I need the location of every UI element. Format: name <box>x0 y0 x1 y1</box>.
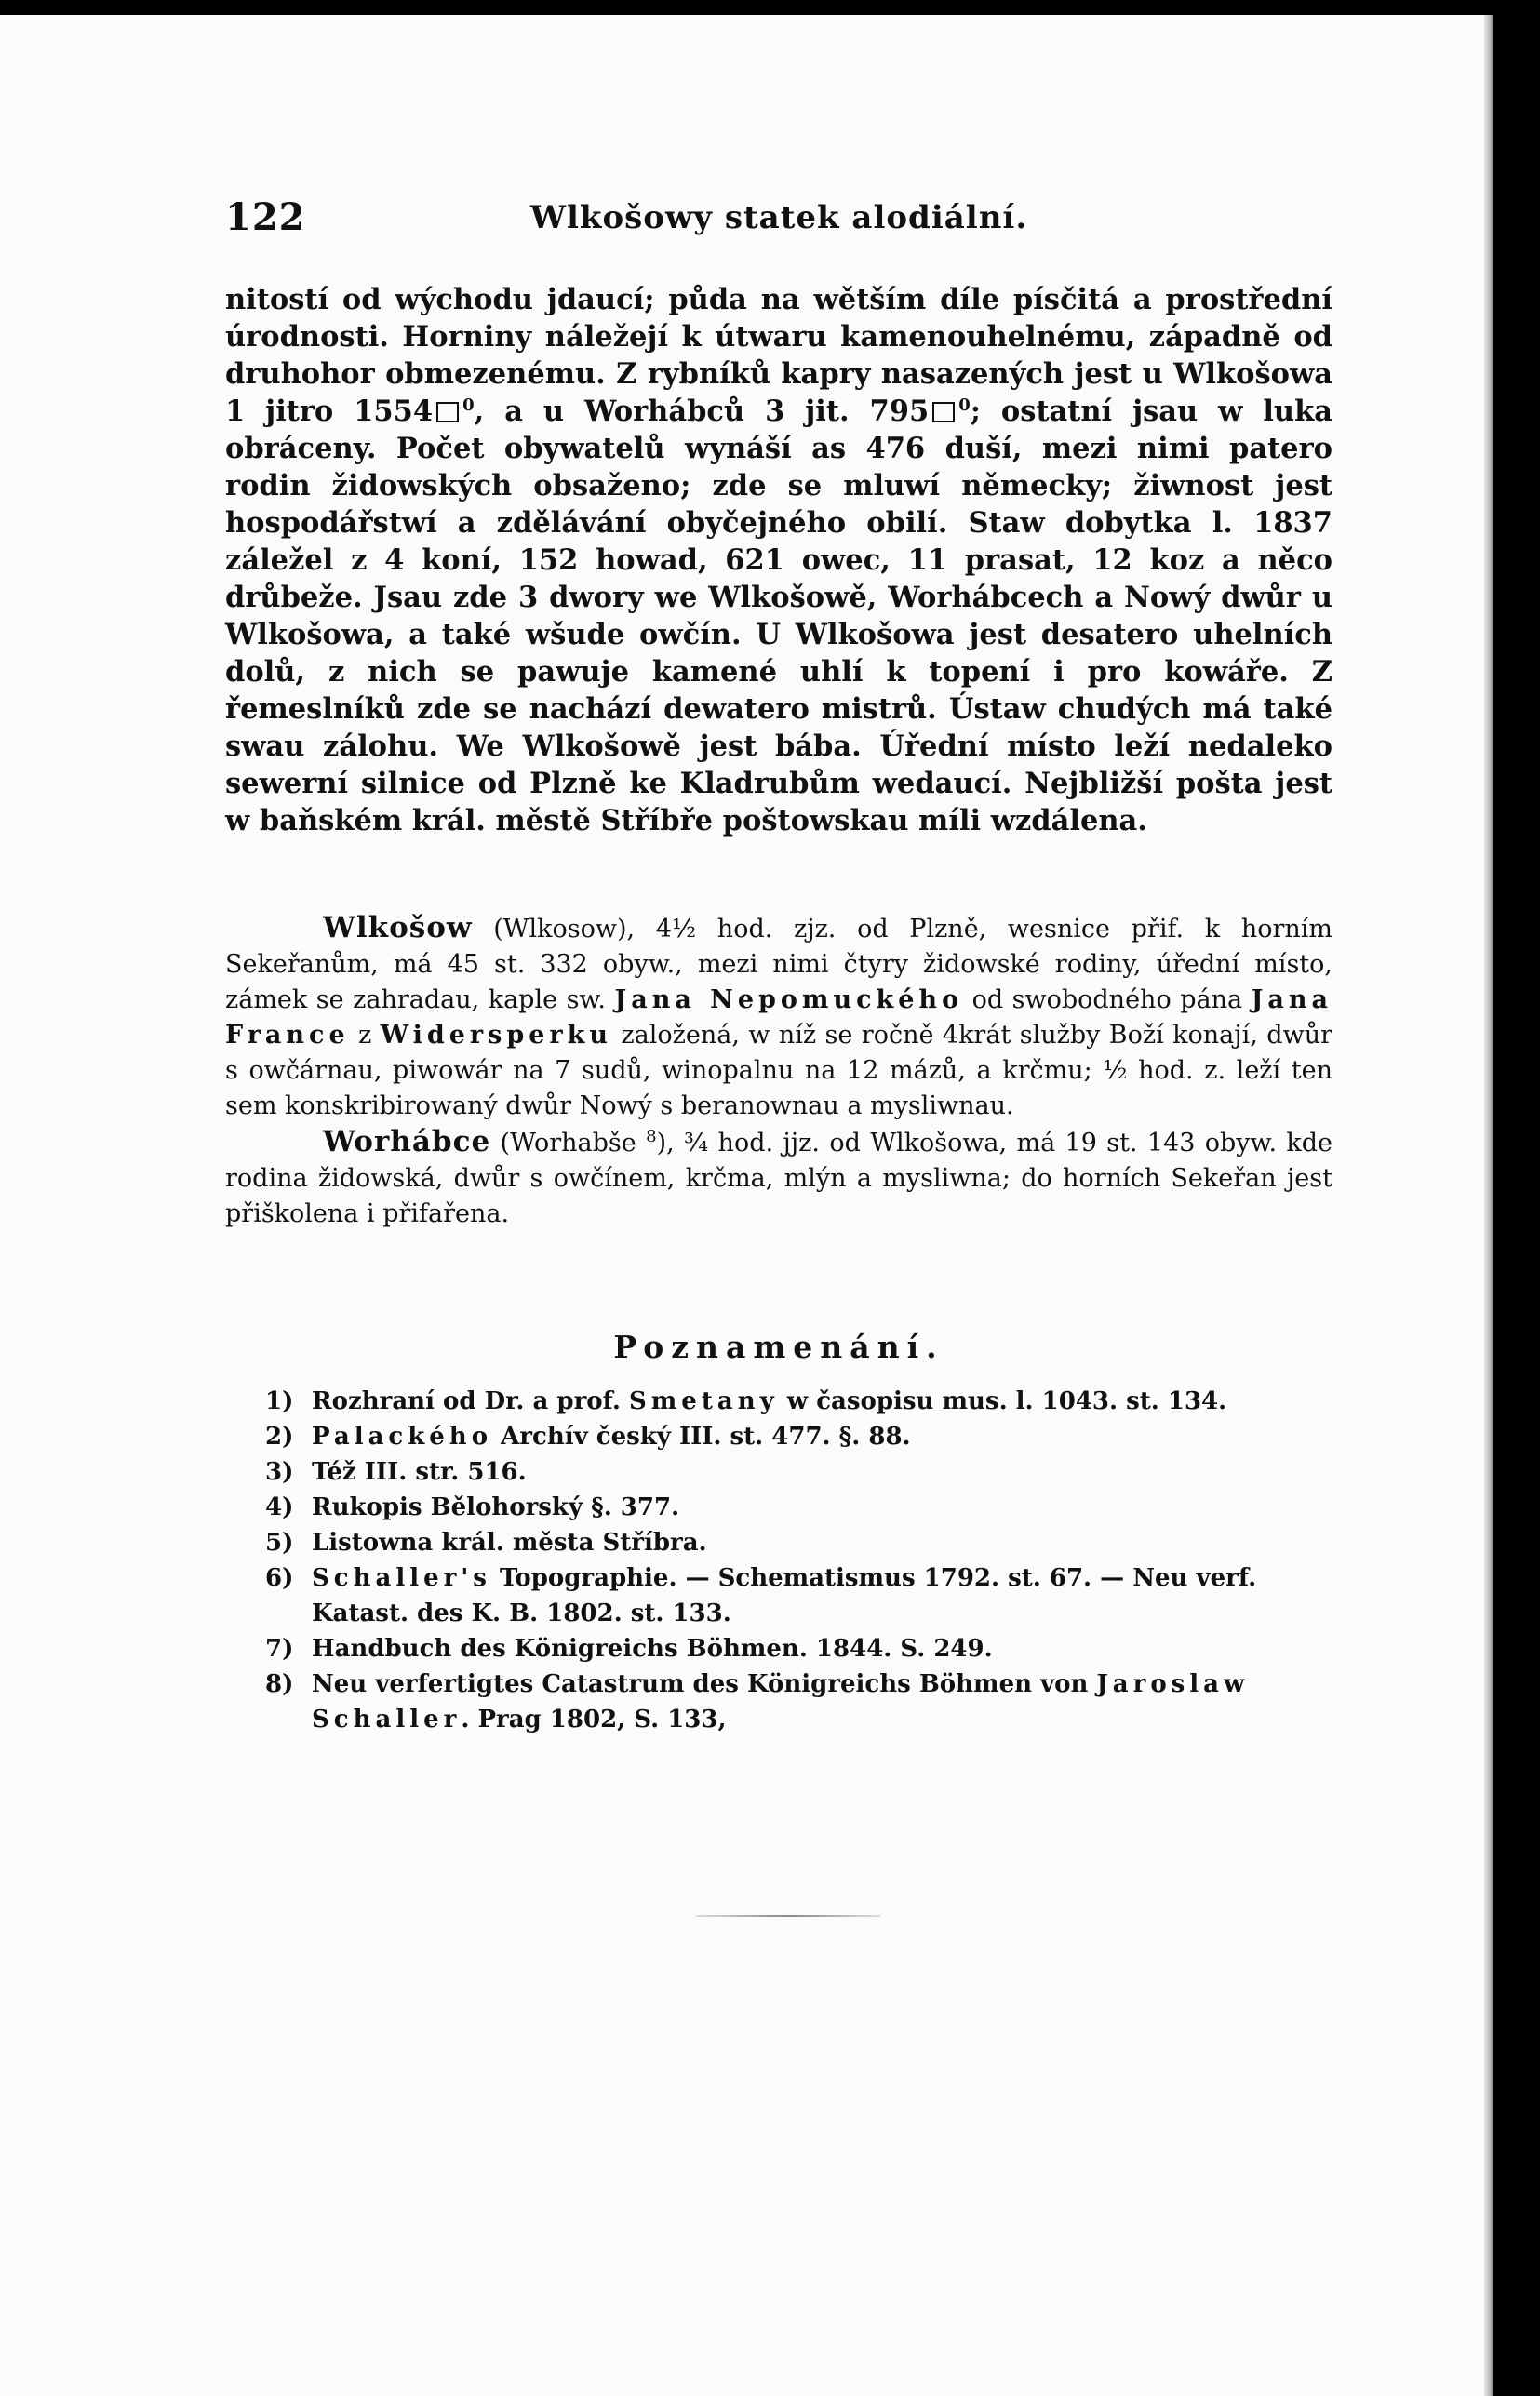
note-segment: Topographie. — Schematismus 1792. st. 67. — Neu verf. Katast. des K. B. 1802. st. 133. <box>312 1564 1257 1627</box>
note-number: 8) <box>265 1670 294 1698</box>
notes-heading: Poznamenání. <box>613 1329 944 1365</box>
note-item <box>265 1490 1335 1525</box>
note-segment: Rukopis Bělohorský §. 377. <box>312 1493 680 1521</box>
degree-mark-1: 0 <box>462 395 475 415</box>
page-edge-shadow <box>1484 15 1493 2396</box>
note-item <box>265 1666 1335 1737</box>
note-segment: Neu verfertigtes Catastrum des Königreichs Böhmen von <box>312 1670 1097 1698</box>
entry-title: Worhábce <box>323 1125 491 1158</box>
village-entries <box>225 910 1332 1232</box>
note-text <box>312 1560 1335 1631</box>
page-header <box>225 195 1332 251</box>
note-text <box>312 1525 1335 1560</box>
note-number: 7) <box>265 1635 294 1663</box>
running-title: Wlkošowy statek alodiální. <box>529 199 1028 236</box>
spaced-name: Jana France <box>225 985 1332 1050</box>
entry-text: (Worhabše <box>490 1129 647 1158</box>
main-paragraph-part-1: nitostí od wýchodu jdaucí; půda na wětším díle písčitá a prostřední úrodnosti. Horniny náležejí k útwaru kamenouhelnému, západně od druhohor obmezenému. Z rybníků kapry nasazených jest u Wlkošowa 1 jitro 1554 <box>225 283 1332 428</box>
divider-rule <box>696 1915 880 1917</box>
note-text <box>312 1419 1335 1454</box>
note-number: 1) <box>265 1387 294 1415</box>
note-item <box>265 1419 1335 1454</box>
entry-text: (Wlkosow), 4½ hod. zjz. od Plzně, wesnice přif. k horním Sekeřanům, má 45 st. 332 obyw., mezi nimi čtyry židowské rodiny, úřední místo, zámek se zahradau, kaple sw. <box>225 915 1332 1014</box>
entry-wlkosow <box>225 910 1332 1124</box>
degree-mark-2: 0 <box>958 395 971 415</box>
note-number: 3) <box>265 1458 294 1486</box>
page-number: 122 <box>225 195 306 239</box>
note-text <box>312 1490 1335 1525</box>
note-segment: Též III. str. 516. <box>312 1458 527 1486</box>
scan-border-top <box>0 0 1540 15</box>
entry-worhabce <box>225 1124 1332 1232</box>
entry-text: ), ¾ hod. jjz. od Wlkošowa, má 19 st. 143 obyw. kde rodina židowská, dwůr s owčínem, krčma, mlýn a mysliwna; do horních Sekeřan jest přiškolena i přifařena. <box>225 1129 1332 1228</box>
entry-text: od swobodného pána <box>963 985 1252 1014</box>
note-text <box>312 1666 1335 1737</box>
note-item <box>265 1454 1335 1490</box>
main-paragraph-part-2: , a u Worhábců 3 jit. 795 <box>474 395 930 428</box>
note-segment: Archív český III. st. 477. §. 88. <box>492 1423 911 1451</box>
spaced-name: Smetany <box>629 1387 779 1415</box>
note-text <box>312 1384 1335 1419</box>
note-number: 6) <box>265 1564 294 1592</box>
note-segment: Rozhraní od Dr. a prof. <box>312 1387 630 1415</box>
entry-text: založená, w níž se ročně 4krát služby Boží konají, dwůr s owčárnau, piwowár na 7 sudů, winopalnu na 12 mázů, a krčmu; ½ hod. z. leží ten sem konskribirowaný dwůr Nowý s beranownau a mysliwnau. <box>225 1021 1332 1120</box>
spaced-name: Palackého <box>312 1423 493 1451</box>
scan-border-right <box>1493 0 1540 2396</box>
square-unit-icon <box>436 402 459 422</box>
spaced-name: Jaroslaw Schaller <box>312 1670 1250 1733</box>
note-segment: w časopisu mus. l. 1043. st. 134. <box>778 1387 1227 1415</box>
notes-list <box>265 1384 1335 1737</box>
spaced-name: Jana Nepomuckého <box>614 985 964 1014</box>
note-segment: . Prag 1802, S. 133, <box>461 1706 727 1733</box>
footnote-ref: 8 <box>646 1127 657 1146</box>
note-number: 5) <box>265 1529 294 1557</box>
note-item <box>265 1525 1335 1560</box>
entry-title: Wlkošow <box>323 911 473 944</box>
entry-text: z <box>349 1021 381 1050</box>
note-number: 2) <box>265 1423 294 1451</box>
main-paragraph <box>225 281 1332 839</box>
note-item <box>265 1560 1335 1631</box>
note-segment: Listowna král. města Stříbra. <box>312 1529 707 1557</box>
note-text <box>312 1631 1335 1666</box>
spaced-name: Schaller's <box>312 1564 491 1592</box>
spaced-name: Widersperku <box>380 1021 612 1050</box>
note-text <box>312 1454 1335 1490</box>
note-item <box>265 1384 1335 1419</box>
note-item <box>265 1631 1335 1666</box>
note-number: 4) <box>265 1493 294 1521</box>
square-unit-icon <box>932 402 955 422</box>
main-paragraph-part-3: ; ostatní jsau w luka obráceny. Počet obywatelů wynáší as 476 duší, mezi nimi patero rodin židowských obsaženo; zde se mluwí německy; žiwnost jest hospodářstwí a zdělávání obyčejného obilí. Staw dobytka l. 1837 záležel z 4 koní, 152 howad, 621 owec, 11 prasat, 12 koz a něco drůbeže. Jsau zde 3 dwory we Wlkošowě, Worhábcech a Nowý dwůr u Wlkošowa, a také wšude owčín. U Wlkošowa jest desatero uhelních dolů, z nich se pawuje kamené uhlí k topení i pro kowáře. Z řemeslníků zde se nachází dewatero mistrů. Ústaw chudých má také swau zálohu. We Wlkošowě jest bába. Úřední místo leží nedaleko sewerní silnice od Plzně ke Kladrubům wedaucí. Nejbližší pošta jest w baňském král. městě Stříbře poštowskau míli wzdálena. <box>225 395 1332 837</box>
note-segment: Handbuch des Königreichs Böhmen. 1844. S. 249. <box>312 1635 993 1663</box>
